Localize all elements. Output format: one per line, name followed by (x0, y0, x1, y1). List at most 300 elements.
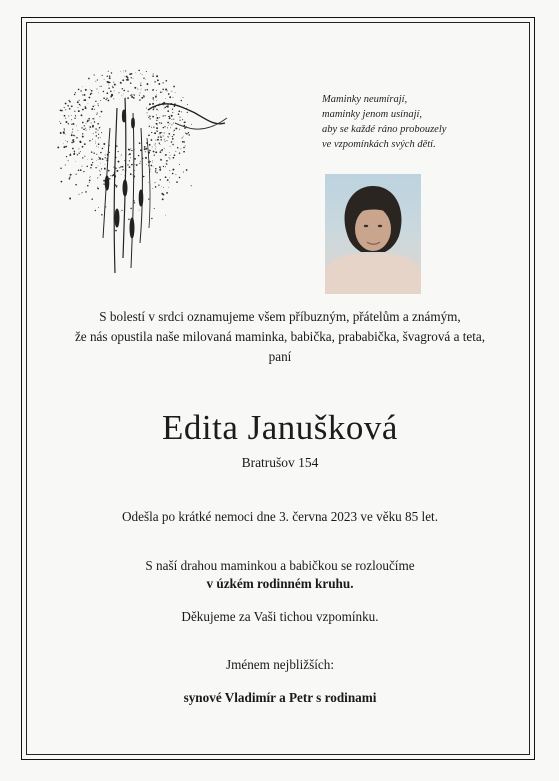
speckle-dot (83, 128, 85, 130)
speckle-dot (151, 218, 152, 219)
speckle-dot (61, 181, 63, 183)
speckle-dot (112, 87, 113, 88)
speckle-dot (156, 120, 157, 121)
speckle-dot (122, 83, 123, 84)
speckle-dot (68, 160, 69, 161)
speckle-dot (160, 159, 162, 161)
speckle-dot (98, 147, 99, 148)
speckle-dot (98, 157, 99, 158)
speckle-dot (183, 136, 184, 137)
speckle-dot (103, 97, 105, 99)
portrait-photo (325, 174, 421, 294)
speckle-dot (71, 133, 72, 134)
speckle-dot (108, 87, 109, 88)
speckle-dot (105, 99, 106, 100)
speckle-dot (167, 179, 169, 181)
speckle-dot (116, 170, 118, 172)
speckle-dot (105, 157, 106, 158)
speckle-dot (165, 155, 166, 156)
speckle-dot (153, 97, 154, 98)
speckle-dot (92, 106, 94, 108)
speckle-dot (169, 182, 170, 183)
speckle-dot (160, 139, 161, 140)
speckle-dot (89, 120, 90, 121)
speckle-dot (82, 157, 83, 158)
speckle-dot (152, 188, 153, 189)
poem-line: maminky jenom usínají, (322, 109, 423, 120)
speckle-dot (159, 122, 160, 123)
speckle-dot (172, 109, 173, 110)
speckle-dot (113, 98, 114, 99)
speckle-dot (67, 105, 69, 107)
speckle-dot (132, 95, 133, 96)
speckle-dot (65, 109, 66, 110)
speckle-dot (133, 97, 135, 99)
speckle-dot (126, 79, 127, 80)
speckle-dot (166, 163, 167, 164)
speckle-dot (156, 90, 157, 91)
speckle-dot (65, 164, 66, 165)
speckle-dot (82, 122, 84, 124)
thanks-line: Děkujeme za Vaši tichou vzpomínku. (181, 609, 379, 624)
speckle-dot (101, 168, 102, 169)
speckle-dot (155, 171, 156, 172)
speckle-dot (163, 127, 164, 128)
speckle-dot (139, 95, 140, 96)
speckle-dot (131, 148, 132, 149)
speckle-dot (102, 148, 103, 149)
speckle-dot (131, 73, 133, 75)
speckle-dot (95, 210, 96, 211)
poem-line: ve vzpomínkách svých dětí. (322, 139, 436, 150)
speckle-dot (121, 95, 122, 96)
speckle-dot (100, 100, 101, 101)
speckle-dot (141, 97, 143, 99)
speckle-dot (91, 164, 93, 166)
speckle-dot (86, 130, 87, 131)
speckle-dot (160, 137, 162, 139)
speckle-dot (173, 122, 174, 123)
speckle-dot (121, 174, 122, 175)
farewell-private-ceremony: v úzkém rodinném kruhu. (206, 576, 354, 591)
speckle-dot (154, 81, 155, 82)
speckle-dot (173, 134, 175, 136)
speckle-dot (100, 171, 101, 172)
announcement (40, 307, 520, 367)
speckle-dot (89, 182, 90, 183)
speckle-dot (174, 130, 175, 131)
speckle-dot (144, 146, 146, 148)
speckle-dot (150, 118, 151, 119)
speckle-dot (127, 77, 129, 79)
speckle-dot (94, 74, 95, 75)
speckle-dot (74, 118, 75, 119)
speckle-dot (93, 133, 94, 134)
speckle-dot (106, 98, 107, 99)
speckle-dot (153, 100, 154, 101)
speckle-dot (162, 89, 164, 91)
speckle-dot (153, 166, 154, 167)
speckle-dot (106, 92, 108, 94)
speckle-dot (146, 108, 147, 109)
speckle-dot (129, 153, 131, 155)
speckle-dot (163, 166, 164, 167)
speckle-dot (72, 148, 74, 150)
speckle-dot (73, 139, 75, 141)
speckle-dot (169, 152, 170, 153)
speckle-dot (150, 169, 151, 170)
speckle-dot (153, 98, 154, 99)
speckle-dot (141, 90, 142, 91)
speckle-dot (167, 90, 168, 91)
deceased-address: Bratrušov 154 (241, 455, 319, 470)
speckle-dot (149, 135, 150, 136)
speckle-dot (159, 134, 160, 135)
speckle-dot (154, 145, 155, 146)
speckle-dot (159, 117, 160, 118)
speckle-dot (155, 143, 156, 144)
speckle-dot (90, 176, 91, 177)
speckle-dot (145, 151, 146, 152)
speckle-dot (153, 89, 154, 90)
speckle-dot (79, 194, 80, 195)
speckle-dot (188, 134, 189, 135)
speckle-dot (156, 172, 157, 173)
speckle-dot (91, 198, 93, 200)
speckle-dot (78, 148, 79, 149)
speckle-dot (179, 120, 180, 121)
speckle-dot (110, 82, 111, 83)
speckle-dot (167, 106, 169, 108)
speckle-dot (166, 140, 167, 141)
speckle-dot (105, 155, 106, 156)
speckle-dot (127, 91, 128, 92)
speckle-dot (164, 108, 165, 109)
speckle-dot (152, 160, 153, 161)
speckle-dot (155, 140, 156, 141)
speckle-dot (153, 126, 154, 127)
speckle-dot (96, 146, 97, 147)
speckle-dot (91, 159, 92, 160)
speckle-dot (61, 110, 63, 112)
speckle-dot (71, 105, 73, 107)
farewell-line: S naší drahou maminkou a babičkou se rozloučíme (145, 558, 415, 573)
speckle-dot (165, 215, 166, 216)
speckle-dot (149, 144, 151, 146)
speckle-dot (86, 166, 87, 167)
speckle-dot (114, 84, 116, 86)
speckle-dot (76, 126, 77, 127)
speckle-dot (97, 130, 98, 131)
speckle-dot (166, 160, 168, 162)
speckle-dot (167, 127, 168, 128)
speckle-dot (99, 157, 100, 158)
speckle-dot (120, 82, 122, 84)
speckle-dot (172, 169, 174, 171)
speckle-dot (156, 114, 157, 115)
speckle-dot (75, 184, 77, 186)
speckle-dot (100, 163, 101, 164)
announcement-line: že nás opustila naše milovaná maminka, babička, prababička, švagrová a teta, (74, 329, 486, 344)
speckle-dot (164, 132, 165, 133)
speckle-dot (129, 166, 131, 168)
speckle-dot (96, 154, 97, 155)
speckle-dot (95, 101, 96, 102)
speckle-dot (120, 166, 121, 167)
speckle-dot (125, 70, 126, 71)
speckle-dot (71, 124, 72, 125)
speckle-dot (171, 115, 173, 117)
speckle-dot (145, 157, 147, 159)
speckle-dot (100, 174, 101, 175)
speckle-dot (108, 71, 109, 72)
speckle-dot (162, 92, 163, 93)
speckle-dot (104, 158, 105, 159)
speckle-dot (161, 92, 162, 93)
speckle-dot (174, 106, 176, 108)
speckle-dot (82, 94, 83, 95)
speckle-dot (140, 85, 142, 87)
speckle-dot (159, 143, 160, 144)
speckle-dot (161, 123, 162, 124)
speckle-dot (146, 148, 148, 150)
speckle-dot (186, 169, 188, 171)
speckle-dot (110, 175, 111, 176)
speckle-dot (85, 89, 87, 91)
speckle-dot (153, 151, 154, 152)
speckle-dot (64, 107, 65, 108)
speckle-dot (137, 89, 138, 90)
speckle-dot (161, 150, 162, 151)
speckle-dot (103, 180, 105, 182)
speckle-dot (109, 178, 111, 180)
speckle-dot (173, 86, 175, 88)
speckle-dot (171, 119, 172, 120)
speckle-dot (161, 132, 162, 133)
speckle-dot (128, 219, 129, 220)
speckle-dot (123, 90, 125, 92)
speckle-dot (144, 148, 146, 150)
speckle-dot (152, 75, 154, 77)
speckle-dot (69, 178, 71, 180)
speckle-dot (60, 168, 62, 170)
speckle-dot (93, 118, 94, 119)
speckle-dot (88, 97, 90, 99)
speckle-dot (109, 152, 110, 153)
speckle-dot (147, 89, 148, 90)
speckle-dot (164, 141, 165, 142)
speckle-dot (183, 171, 184, 172)
speckle-dot (170, 155, 171, 156)
speckle-dot (97, 178, 98, 179)
speckle-dot (82, 136, 84, 138)
speckle-dot (169, 170, 170, 171)
speckle-dot (165, 89, 167, 91)
speckle-dot (101, 111, 103, 113)
speckle-dot (110, 91, 112, 93)
speckle-dot (151, 139, 153, 141)
speckle-dot (160, 144, 161, 145)
speckle-dot (140, 73, 141, 74)
speckle-dot (98, 105, 99, 106)
speckle-dot (136, 164, 138, 166)
speckle-dot (93, 152, 94, 153)
speckle-dot (165, 115, 166, 116)
speckle-dot (159, 132, 161, 134)
speckle-dot (73, 135, 75, 137)
speckle-dot (152, 146, 153, 147)
speckle-dot (103, 184, 104, 185)
speckle-dot (82, 86, 83, 87)
speckle-dot (182, 119, 183, 120)
speckle-dot (81, 127, 82, 128)
speckle-dot (96, 114, 97, 115)
speckle-dot (157, 139, 159, 141)
speckle-dot (127, 164, 128, 165)
speckle-dot (102, 75, 103, 76)
speckle-dot (167, 128, 168, 129)
speckle-dot (99, 170, 100, 171)
speckle-dot (60, 123, 61, 124)
speckle-dot (155, 148, 156, 149)
speckle-dot (162, 82, 163, 83)
speckle-dot (98, 159, 99, 160)
speckle-dot (162, 150, 163, 151)
signature-names: synové Vladimír a Petr s rodinami (183, 690, 377, 705)
speckle-dot (88, 103, 89, 104)
speckle-dot (191, 124, 192, 125)
speckle-dot (122, 79, 124, 81)
speckle-dot (119, 167, 120, 168)
speckle-dot (71, 142, 73, 144)
speckle-dot (145, 89, 146, 90)
speckle-dot (92, 126, 94, 128)
speckle-dot (113, 167, 114, 168)
speckle-dot (191, 185, 192, 186)
speckle-dot (134, 158, 136, 160)
speckle-dot (158, 83, 160, 85)
speckle-dot (163, 187, 164, 188)
speckle-dot (123, 70, 124, 71)
speckle-dot (130, 173, 132, 175)
speckle-dot (84, 99, 86, 101)
announcement-line: paní (268, 349, 292, 364)
speckle-dot (172, 138, 174, 140)
speckle-dot (122, 170, 123, 171)
speckle-dot (108, 170, 110, 172)
speckle-dot (96, 160, 97, 161)
speckle-dot (97, 79, 98, 80)
speckle-dot (154, 132, 156, 134)
speckle-dot (178, 113, 180, 115)
speckle-dot (188, 132, 189, 133)
speckle-dot (75, 92, 76, 93)
speckle-dot (154, 108, 155, 109)
speckle-dot (166, 192, 168, 194)
announcement-line: S bolestí v srdci oznamujeme všem příbuzným, přátelům a známým, (99, 309, 461, 324)
speckle-dot (143, 95, 145, 97)
speckle-dot (152, 162, 153, 163)
speckle-dot (182, 141, 184, 143)
speckle-dot (161, 186, 162, 187)
speckle-dot (159, 103, 160, 104)
speckle-dot (169, 157, 170, 158)
speckle-dot (127, 97, 129, 99)
speckle-dot (139, 99, 141, 101)
speckle-dot (74, 136, 75, 137)
speckle-dot (65, 118, 66, 119)
speckle-dot (148, 198, 149, 199)
speckle-dot (150, 161, 151, 162)
speckle-dot (156, 100, 157, 101)
speckle-dot (99, 86, 100, 87)
speckle-dot (152, 116, 154, 118)
speckle-dot (65, 140, 66, 141)
speckle-dot (97, 103, 98, 104)
speckle-dot (85, 191, 87, 193)
speckle-dot (130, 157, 131, 158)
speckle-dot (178, 110, 180, 112)
speckle-dot (139, 142, 141, 144)
speckle-dot (94, 109, 95, 110)
speckle-dot (78, 169, 80, 171)
speckle-dot (176, 181, 178, 183)
speckle-dot (82, 166, 83, 167)
speckle-dot (134, 87, 136, 89)
speckle-dot (135, 72, 136, 73)
speckle-dot (139, 210, 140, 211)
speckle-dot (131, 94, 132, 95)
speckle-dot (74, 111, 75, 112)
speckle-dot (184, 121, 186, 123)
speckle-dot (185, 133, 186, 134)
speckle-dot (160, 136, 161, 137)
speckle-dot (80, 90, 81, 91)
speckle-dot (89, 140, 91, 142)
speckle-dot (181, 100, 183, 102)
speckle-dot (92, 139, 93, 140)
speckle-dot (155, 170, 156, 171)
speckle-dot (65, 103, 67, 105)
speckle-dot (118, 161, 120, 163)
speckle-dot (108, 85, 109, 86)
speckle-dot (68, 123, 69, 124)
speckle-dot (154, 208, 155, 209)
speckle-dot (84, 125, 85, 126)
speckle-dot (185, 146, 186, 147)
speckle-dot (156, 94, 157, 95)
speckle-dot (80, 169, 82, 171)
speckle-dot (104, 147, 105, 148)
speckle-dot (75, 161, 76, 162)
speckle-dot (134, 170, 135, 171)
speckle-dot (91, 93, 92, 94)
speckle-dot (140, 83, 141, 84)
speckle-dot (155, 151, 157, 153)
speckle-dot (187, 112, 188, 113)
speckle-dot (179, 117, 180, 118)
speckle-dot (75, 115, 76, 116)
speckle-dot (151, 132, 152, 133)
speckle-dot (171, 124, 172, 125)
speckle-dot (94, 121, 95, 122)
speckle-dot (149, 150, 151, 152)
speckle-dot (129, 160, 130, 161)
speckle-dot (109, 77, 111, 79)
speckle-dot (131, 150, 132, 151)
speckle-dot (100, 137, 101, 138)
speckle-dot (98, 166, 99, 167)
